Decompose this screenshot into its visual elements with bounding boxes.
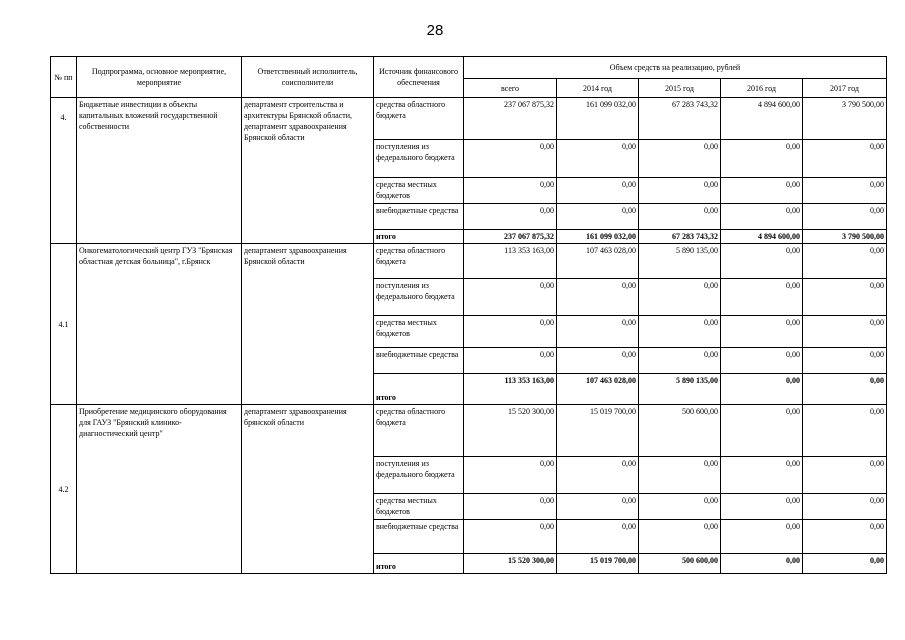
funding-source: поступления из федерального бюджета [374,279,464,316]
amount-cell: 67 283 743,32 [639,230,721,244]
amount-cell: 0,00 [557,204,639,230]
header-executor: Ответственный исполнитель, соисполнители [242,57,374,98]
table-row [51,405,887,457]
amount-cell: 0,00 [721,204,803,230]
amount-cell: 0,00 [464,348,557,374]
table-row [51,244,887,279]
program-name: Бюджетные инвестиции в объекты капитальных вложений государственной собственности [77,98,242,244]
amount-cell: 113 353 163,00 [464,374,557,405]
funding-source: внебюджетные средства [374,204,464,230]
amount-cell: 0,00 [639,457,721,494]
amount-cell: 0,00 [803,316,887,348]
amount-cell: 0,00 [721,348,803,374]
amount-cell: 107 463 028,00 [557,374,639,405]
amount-cell: 4 894 600,00 [721,230,803,244]
amount-cell: 15 520 300,00 [464,554,557,574]
amount-cell: 0,00 [639,316,721,348]
page-number: 28 [426,22,444,39]
budget-table [50,56,887,574]
amount-cell: 0,00 [557,279,639,316]
funding-source: поступления из федерального бюджета [374,140,464,178]
amount-cell: 0,00 [721,279,803,316]
amount-cell: 0,00 [803,494,887,520]
amount-cell: 0,00 [803,348,887,374]
header-program: Подпрограмма, основное мероприятие, мероприятие [77,57,242,98]
amount-cell: 0,00 [721,374,803,405]
amount-cell: 0,00 [557,457,639,494]
amount-cell: 0,00 [557,348,639,374]
amount-cell: 113 353 163,00 [464,244,557,279]
amount-cell: 0,00 [639,204,721,230]
amount-cell: 3 790 500,00 [803,98,887,140]
header-volume: Объем средств на реализацию, рублей [464,57,887,79]
amount-cell: 0,00 [464,178,557,204]
amount-cell: 0,00 [464,140,557,178]
header-year-2016: 2016 год [721,79,803,98]
funding-source: средства местных бюджетов [374,178,464,204]
amount-cell: 0,00 [803,140,887,178]
amount-cell: 15 520 300,00 [464,405,557,457]
amount-cell: 0,00 [721,316,803,348]
executor-name: департамент здравоохранения Брянской области [242,244,374,405]
amount-cell: 0,00 [464,316,557,348]
amount-cell: 0,00 [803,374,887,405]
amount-cell: 237 067 875,32 [464,230,557,244]
funding-source: средства областного бюджета [374,405,464,457]
executor-name: департамент здравоохранения брянской области [242,405,374,574]
program-name: Приобретение медицинского оборудования для ГАУЗ "Брянский клинико-диагностический центр" [77,405,242,574]
amount-cell: 0,00 [721,140,803,178]
funding-source: итого [374,230,464,244]
amount-cell: 15 019 700,00 [557,554,639,574]
header-num: № пп [51,57,77,98]
amount-cell: 0,00 [464,457,557,494]
amount-cell: 500 600,00 [639,554,721,574]
amount-cell: 0,00 [557,178,639,204]
funding-source: средства местных бюджетов [374,316,464,348]
amount-cell: 0,00 [639,140,721,178]
section-number: 4.1 [51,244,77,405]
header-source: Источник финансового обеспечения [374,57,464,98]
amount-cell: 0,00 [803,244,887,279]
amount-cell: 107 463 028,00 [557,244,639,279]
amount-cell: 0,00 [803,405,887,457]
amount-cell: 15 019 700,00 [557,405,639,457]
table-row [51,98,887,140]
amount-cell: 0,00 [464,494,557,520]
funding-source: средства местных бюджетов [374,494,464,520]
funding-source: итого [374,374,464,405]
amount-cell: 0,00 [464,204,557,230]
amount-cell: 0,00 [721,457,803,494]
amount-cell: 0,00 [557,494,639,520]
amount-cell: 0,00 [557,316,639,348]
amount-cell: 5 890 135,00 [639,244,721,279]
amount-cell: 161 099 032,00 [557,98,639,140]
header-year-2015: 2015 год [639,79,721,98]
header-year-2017: 2017 год [803,79,887,98]
amount-cell: 0,00 [721,178,803,204]
amount-cell: 0,00 [639,279,721,316]
amount-cell: 0,00 [803,520,887,554]
amount-cell: 0,00 [639,348,721,374]
amount-cell: 0,00 [803,554,887,574]
table-body [51,98,887,574]
section-number: 4. [51,98,77,244]
amount-cell: 0,00 [803,204,887,230]
funding-source: внебюджетные средства [374,520,464,554]
funding-source: средства областного бюджета [374,244,464,279]
amount-cell: 0,00 [803,178,887,204]
amount-cell: 0,00 [721,494,803,520]
executor-name: департамент строительства и архитектуры Брянской области, департамент здравоохранения Брянской области [242,98,374,244]
amount-cell: 0,00 [557,520,639,554]
amount-cell: 0,00 [721,520,803,554]
amount-cell: 0,00 [639,520,721,554]
amount-cell: 500 600,00 [639,405,721,457]
amount-cell: 5 890 135,00 [639,374,721,405]
amount-cell: 3 790 500,00 [803,230,887,244]
amount-cell: 0,00 [721,554,803,574]
amount-cell: 0,00 [803,279,887,316]
section-number: 4.2 [51,405,77,574]
header-year-total: всего [464,79,557,98]
amount-cell: 0,00 [721,244,803,279]
amount-cell: 161 099 032,00 [557,230,639,244]
amount-cell: 67 283 743,32 [639,98,721,140]
amount-cell: 0,00 [639,178,721,204]
amount-cell: 0,00 [721,405,803,457]
amount-cell: 0,00 [464,279,557,316]
funding-source: итого [374,554,464,574]
amount-cell: 0,00 [639,494,721,520]
amount-cell: 0,00 [464,520,557,554]
amount-cell: 0,00 [803,457,887,494]
amount-cell: 4 894 600,00 [721,98,803,140]
amount-cell: 237 067 875,32 [464,98,557,140]
funding-source: внебюджетные средства [374,348,464,374]
funding-source: поступления из федерального бюджета [374,457,464,494]
amount-cell: 0,00 [557,140,639,178]
header-year-2014: 2014 год [557,79,639,98]
program-name: Онкогематологический центр ГУЗ "Брянская областная детская больница", г.Брянск [77,244,242,405]
funding-source: средства областного бюджета [374,98,464,140]
